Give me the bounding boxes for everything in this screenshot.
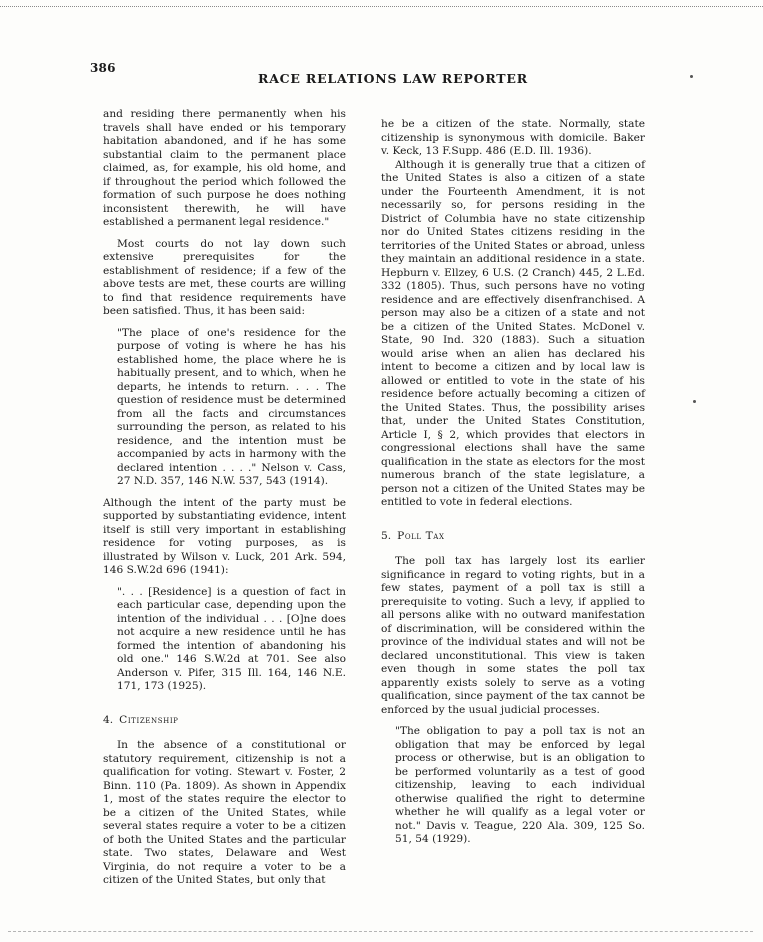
right-paragraph-3: The poll tax has largely lost its earlier significance in regard to voting rights, but in a few states, payment of a poll tax is still a prerequisite to voting. Such a levy, if applied to all persons alike with no outward manifestation of discrimination, will be considered within the province of the individual states and will not be declared unconstitutional. This view is taken even though in some states the poll tax apparently exists solely to serve as a voting qualification, since payment of the tax cannot be enforced by the usual judicial processes. — [381, 555, 645, 716]
left-paragraph-3: Although the intent of the party must be supported by substantiating evidence, intent itself is still very important in establishing residence for voting purposes, as is illustrated by Wilson v. Luck, 201 Ark. 594, 146 S.W.2d 696 (1941): — [103, 496, 346, 576]
right-paragraph-1: he be a citizen of the state. Normally, state citizenship is synonymous with domicile. Baker v. Keck, 13 F.Supp. 486 (E.D. Ill. 1936). — [381, 118, 645, 157]
section-number: 5. — [381, 529, 392, 542]
block-quote-nelson: "The place of one's residence for the purpose of voting is where he has his established home, the place where he is habitually present, and to which, when he departs, he intends to return. . . . The question of residence must be determined from all the facts and circumstances surrounding the person, as related to his residence, and the intention must be accompanied by acts in harmony with the declared intention . . . ." Nelson v. Cass, 27 N.D. 357, 146 N.W. 537, 543 (1914). — [117, 326, 346, 487]
page-header — [90, 58, 690, 84]
block-quote-wilson: ". . . [Residence] is a question of fact in each particular case, depending upon the intention of the individual . . . [O]ne does not acquire a new residence until he has formed the intention of abandoning his old one." 146 S.W.2d at 701. See also Anderson v. Pifer, 315 Ill. 164, 146 N.E. 171, 173 (1925). — [117, 585, 346, 692]
left-column — [103, 108, 346, 888]
right-column — [381, 118, 645, 855]
left-paragraph-1: and residing there permanently when his travels shall have ended or his temporary habitation abandoned, and if he has some substantial claim to the permanent place claimed, as, for example, his old home, and if throughout the period which followed the formation of such purpose he does nothing inconsistent therewith, he will have established a permanent legal residence." — [103, 108, 346, 228]
bottom-edge-rule — [8, 931, 753, 932]
section-number: 4. — [103, 713, 114, 726]
section-heading-poll-tax — [381, 530, 645, 544]
scan-speck — [693, 400, 696, 403]
section-title: Citizenship — [119, 713, 179, 726]
scan-speck — [690, 75, 693, 78]
page-number: 386 — [90, 61, 116, 75]
section-heading-citizenship — [103, 714, 346, 728]
block-quote-davis: "The obligation to pay a poll tax is not an obligation that may be enforced by legal process or otherwise, but is an obligation to be performed voluntarily as a test of good citizenship, leaving to each individual otherwise qualified the right to determine whether he will qualify as a legal voter or not." Davis v. Teague, 220 Ala. 309, 125 So. 51, 54 (1929). — [395, 725, 645, 845]
top-edge-rule — [0, 6, 763, 7]
left-paragraph-2: Most courts do not lay down such extensive prerequisites for the establishment of residence; if a few of the above tests are met, these courts are willing to find that residence requirements have been satisfied. Thus, it has been said: — [103, 237, 346, 317]
left-paragraph-4: In the absence of a constitutional or statutory requirement, citizenship is not a qualification for voting. Stewart v. Foster, 2 Binn. 110 (Pa. 1809). As shown in Appendix 1, most of the states require the elector to be a citizen of the United States, while several states require a voter to be a citizen of both the United States and the particular state. Two states, Delaware and West Virginia, do not require a voter to be a citizen of the United States, but only that — [103, 739, 346, 886]
running-head: RACE RELATIONS LAW REPORTER — [258, 71, 528, 86]
section-title: Poll Tax — [397, 529, 445, 542]
right-paragraph-2: Although it is generally true that a citizen of the United States is also a citizen of a state under the Fourteenth Amendment, it is not necessarily so, for persons residing in the District of Columbia have no state citizenship nor do United States citizens residing in the territories of the United States or abroad, unless they maintain an additional residence in a state. Hepburn v. Ellzey, 6 U.S. (2 Cranch) 445, 2 L.Ed. 332 (1805). Thus, such persons have no voting residence and are effectively disenfranchised. A person may also be a citizen of a state and not be a citizen of the United States. McDonel v. State, 90 Ind. 320 (1883). Such a situation would arise when an alien has declared his intent to become a citizen and by local law is allowed or entitled to vote in the state of his residence before actually becoming a citizen of the United States. Thus, the possibility arises that, under the United States Constitution, Article I, § 2, which provides that electors in congressional elections shall have the same qualification in the state as electors for the most numerous branch of the state legislature, a person not a citizen of the United States may be entitled to vote in federal elections. — [381, 158, 645, 508]
